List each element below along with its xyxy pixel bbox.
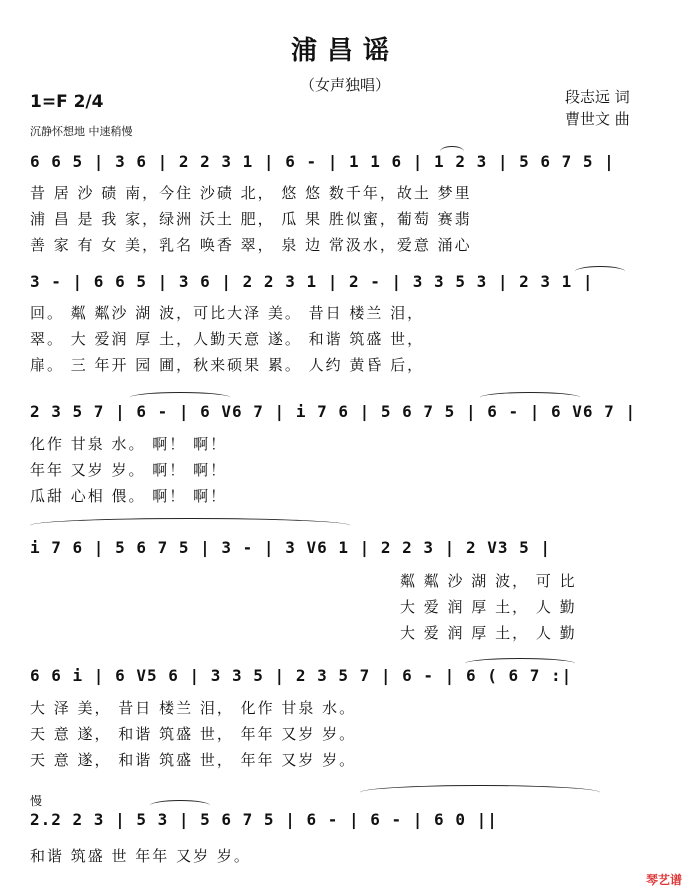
lyric-line: 化作 甘泉 水。 啊！ 啊！: [30, 435, 228, 453]
lyric-line: 翠。 大 爱润 厚 土，人勤天意 遂。 和谐 筑盛 世，: [30, 330, 425, 348]
lyric-line: 天 意 遂， 和谐 筑盛 世， 年年 又岁 岁。: [30, 725, 357, 743]
lyric-line: 天 意 遂， 和谐 筑盛 世， 年年 又岁 岁。: [30, 751, 357, 769]
score-title: 浦昌谣: [290, 36, 399, 66]
tempo-slow-mark: 慢: [30, 794, 43, 808]
lyric-line: 大 泽 美， 昔日 楼兰 泪， 化作 甘泉 水。: [30, 699, 357, 717]
lyric-line: 大 爱 润 厚 土， 人 勤: [400, 624, 577, 642]
lyric-line: 扉。 三 年开 园 圃，秋来硕果 累。 人约 黄昏 后，: [30, 356, 425, 374]
lyric-line: 瓜甜 心相 偎。 啊！ 啊！: [30, 487, 228, 505]
lyric-line: 回。 粼 粼沙 湖 波，可比大泽 美。 昔日 楼兰 泪，: [30, 304, 425, 322]
lyric-line: 浦 昌 是 我 家，绿洲 沃土 肥， 瓜 果 胜似蜜，葡萄 赛翡: [30, 210, 472, 228]
lyric-line: 粼 粼 沙 湖 波， 可 比: [400, 572, 577, 590]
tie: [360, 785, 600, 800]
lyric-line: 和谐 筑盛 世 年年 又岁 岁。: [30, 847, 251, 865]
slur: [30, 518, 350, 533]
key-signature: 1=F 2/4: [30, 92, 104, 112]
notes-row: 2 3 5 7 | 6 - | 6 V6 7 | i 7 6 | 5 6 7 5 | 6 - | 6 V6 7 |: [30, 402, 637, 421]
lyricist-credit: 段志远 词: [565, 88, 630, 106]
lyric-line: 年年 又岁 岁。 啊！ 啊！: [30, 461, 228, 479]
notes-row: 6 6 i | 6 V5 6 | 3 3 5 | 2 3 5 7 | 6 - | 6 ( 6 7 :|: [30, 666, 573, 685]
tempo-marking: 沉静怀想地 中速稍慢: [30, 125, 133, 138]
composer-credit: 曹世文 曲: [565, 110, 630, 128]
lyric-line: 昔 居 沙 碛 南，今住 沙碛 北， 悠 悠 数千年，故土 梦里: [30, 184, 472, 202]
notes-row: i 7 6 | 5 6 7 5 | 3 - | 3 V6 1 | 2 2 3 | 2 V3 5 |: [30, 538, 552, 557]
lyric-line: 大 爱 润 厚 土， 人 勤: [400, 598, 577, 616]
site-watermark: 琴艺谱: [645, 873, 682, 887]
notes-row: 3 - | 6 6 5 | 3 6 | 2 2 3 1 | 2 - | 3 3 5 3 | 2 3 1 |: [30, 272, 594, 291]
notes-row: 2.2 2 3 | 5 3 | 5 6 7 5 | 6 - | 6 - | 6 0 ||: [30, 810, 498, 829]
notes-row: 6 6 5 | 3 6 | 2 2 3 1 | 6 - | 1 1 6 | 1 2 3 | 5 6 7 5 |: [30, 152, 615, 171]
score-subtitle: （女声独唱）: [299, 76, 390, 94]
lyric-line: 善 家 有 女 美，乳名 唤香 翠， 泉 边 常汲水，爱意 涌心: [30, 236, 472, 254]
